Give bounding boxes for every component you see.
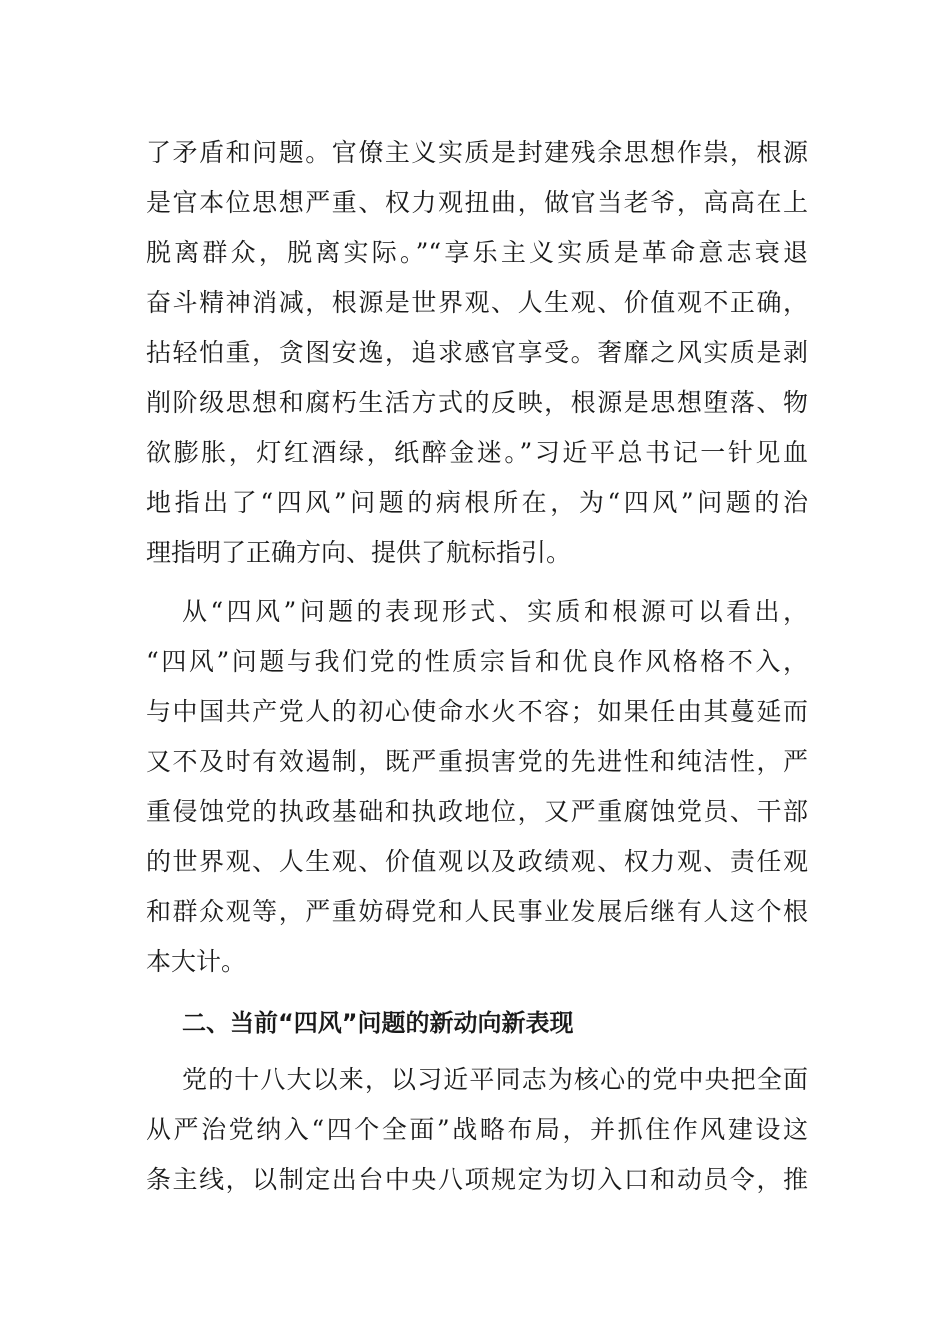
text-line: 是官本位思想严重、权力观扭曲，做官当老爷，高高在上 (146, 188, 808, 217)
text-line: 欲膨胀，灯红酒绿，纸醉金迷。”习近平总书记一针见血 (146, 438, 808, 467)
text-line: 本大计。 (146, 947, 247, 976)
text-line: 党的十八大以来，以习近平同志为核心的党中央把全面 (182, 1065, 808, 1094)
text-line: 从“四风”问题的表现形式、实质和根源可以看出， (182, 597, 808, 626)
text-line: 与中国共产党人的初心使命水火不容；如果任由其蔓延而 (146, 697, 808, 726)
text-line: 的世界观、人生观、价值观以及政绩观、权力观、责任观 (146, 847, 808, 876)
text-line: 理指明了正确方向、提供了航标指引。 (146, 538, 572, 567)
text-line: 脱离群众，脱离实际。”“享乐主义实质是革命意志衰退 (146, 238, 808, 267)
text-line: 条主线，以制定出台中央八项规定为切入口和动员令，推 (146, 1165, 808, 1194)
text-line: 从严治党纳入“四个全面”战略布局，并抓住作风建设这 (146, 1115, 808, 1144)
text-line: 拈轻怕重，贪图安逸，追求感官享受。奢靡之风实质是剥 (146, 338, 808, 367)
text-line: 地指出了“四风”问题的病根所在，为“四风”问题的治 (146, 488, 808, 517)
section-heading: 二、当前“四风”问题的新动向新表现 (182, 1009, 574, 1037)
section-heading-block (146, 998, 808, 1048)
text-line: 奋斗精神消减，根源是世界观、人生观、价值观不正确， (146, 288, 808, 317)
paragraph-continuation (146, 128, 808, 578)
text-line: “四风”问题与我们党的性质宗旨和优良作风格格不入， (146, 647, 808, 676)
paragraph-analysis (146, 587, 808, 987)
text-line: 和群众观等，严重妨碍党和人民事业发展后继有人这个根 (146, 897, 808, 926)
text-line: 又不及时有效遏制，既严重损害党的先进性和纯洁性，严 (146, 747, 808, 776)
text-line: 了矛盾和问题。官僚主义实质是封建残余思想作祟，根源 (146, 138, 808, 167)
paragraph-new-trends (146, 1055, 808, 1205)
text-line: 削阶级思想和腐朽生活方式的反映，根源是思想堕落、物 (146, 388, 808, 417)
text-line: 重侵蚀党的执政基础和执政地位，又严重腐蚀党员、干部 (146, 797, 808, 826)
